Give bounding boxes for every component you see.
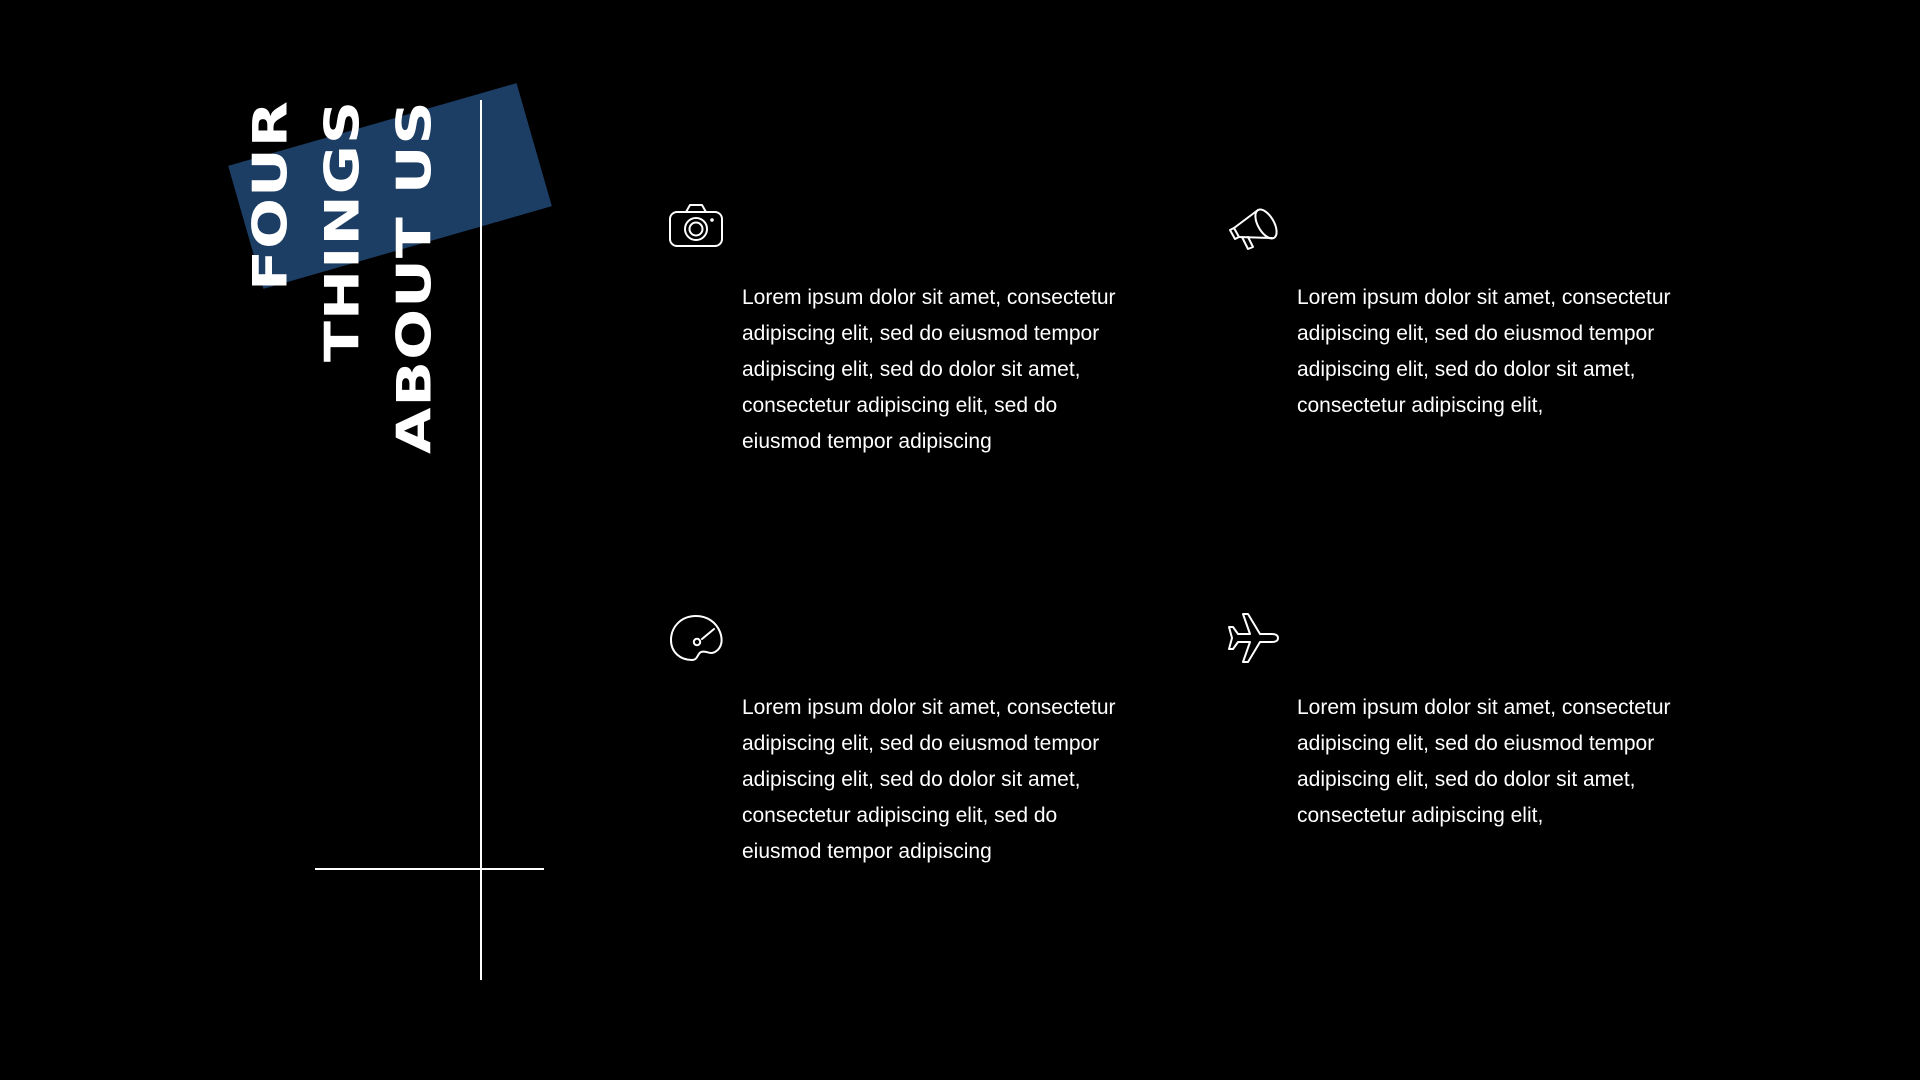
title-text-about-us: ABOUT US (387, 100, 443, 454)
horizontal-divider (315, 868, 544, 870)
title-line-things (312, 100, 374, 363)
camera-icon (668, 200, 724, 256)
title-text-things: THINGS (315, 100, 371, 363)
palette-icon (668, 610, 724, 666)
item-1-text: Lorem ipsum dolor sit amet, consectetur adipiscing elit, sed do eiusmod tempor adipiscing elit, sed do dolor sit amet, consectetur adipiscing elit, sed do eiusmod tempor adipiscing (742, 286, 1116, 453)
megaphone-icon (1226, 200, 1282, 256)
item-4-text: Lorem ipsum dolor sit amet, consectetur adipiscing elit, sed do eiusmod tempor adipiscing elit, sed do dolor sit amet, consectetur adipiscing elit, (1297, 696, 1671, 827)
title-line-about-us (384, 100, 446, 454)
airplane-icon (1226, 610, 1282, 666)
title-text-four: FOUR (243, 100, 299, 291)
title-line-four (240, 100, 302, 350)
item-2-text: Lorem ipsum dolor sit amet, consectetur adipiscing elit, sed do eiusmod tempor adipiscing elit, sed do dolor sit amet, consectetur adipiscing elit, (1297, 286, 1671, 417)
vertical-divider (480, 100, 482, 980)
item-3-text: Lorem ipsum dolor sit amet, consectetur adipiscing elit, sed do eiusmod tempor adipiscing elit, sed do dolor sit amet, consectetur adipiscing elit, sed do eiusmod tempor adipiscing (742, 696, 1116, 863)
